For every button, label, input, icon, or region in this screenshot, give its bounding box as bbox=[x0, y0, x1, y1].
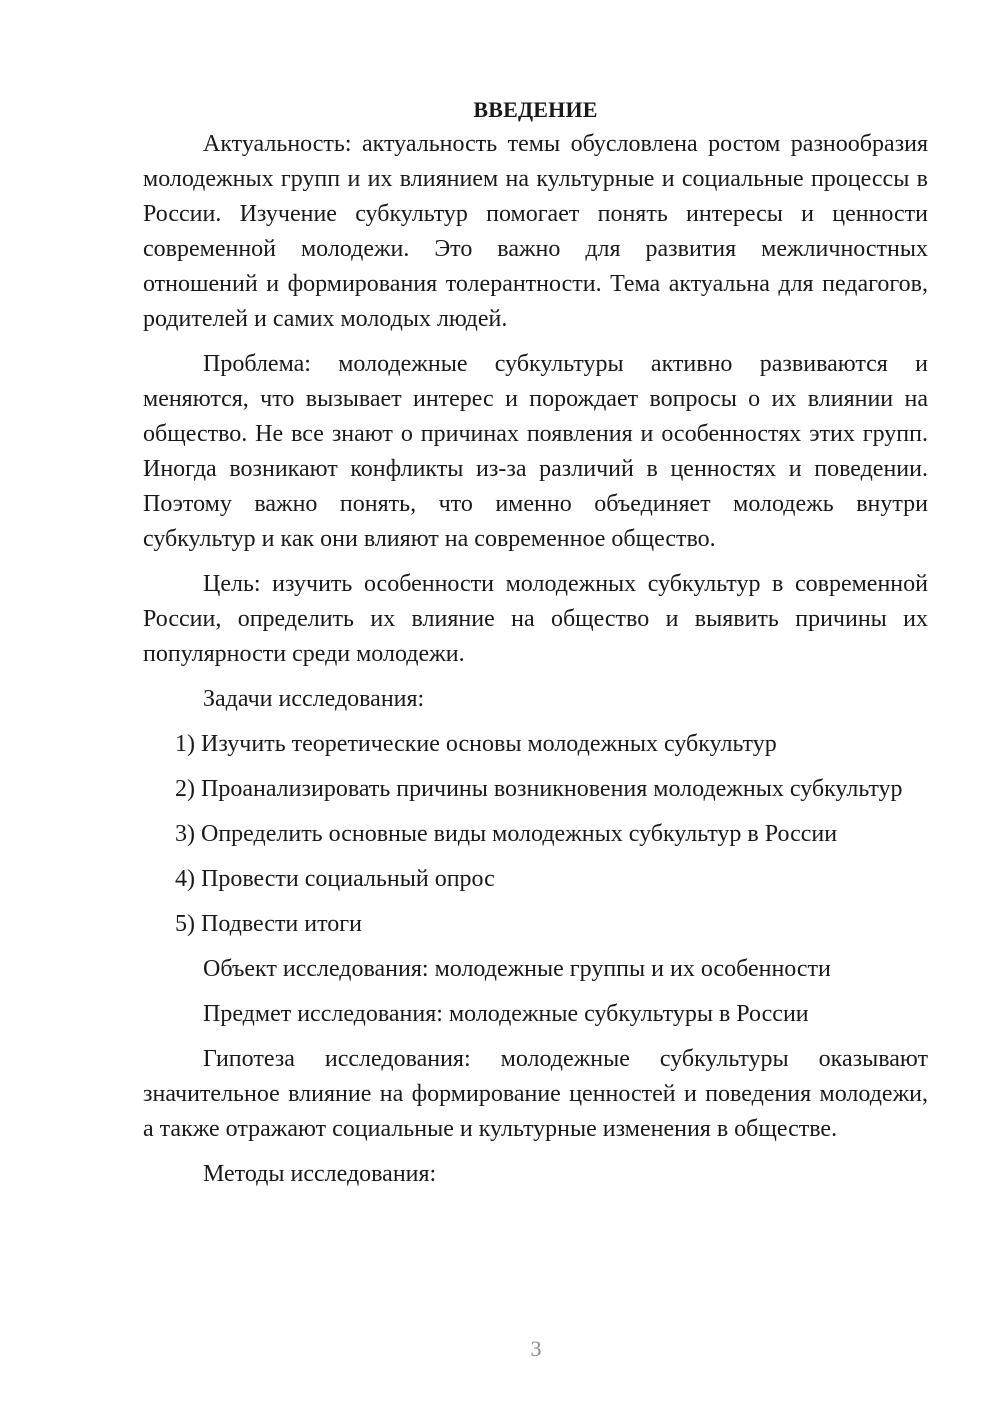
object-paragraph: Объект исследования: молодежные группы и их особенности bbox=[203, 956, 831, 982]
goal-paragraph: Цель: изучить особенности молодежных субкультур в современной России, определить их влияние на общество и выявить причины их популярности среди молодежи. bbox=[143, 571, 928, 667]
section-heading: ВВЕДЕНИЕ bbox=[473, 97, 598, 122]
task-item-2: 2) Проанализировать причины возникновения молодежных субкультур bbox=[175, 776, 903, 802]
task-item-4: 4) Провести социальный опрос bbox=[175, 866, 495, 892]
relevance-paragraph: Актуальность: актуальность темы обусловлена ростом разнообразия молодежных групп и их влиянием на культурные и социальные процессы в России. Изучение субкультур помогает понять интересы и ценности современной молодежи. Это важно для развития межличностных отношений и формирования толерантности. Тема актуальна для педагогов, родителей и самих молодых людей. bbox=[143, 131, 928, 332]
hypothesis-paragraph: Гипотеза исследования: молодежные субкультуры оказывают значительное влияние на формирование ценностей и поведения молодежи, а также отражают социальные и культурные изменения в обществе. bbox=[143, 1046, 928, 1142]
methods-title: Методы исследования: bbox=[203, 1161, 437, 1187]
problem-paragraph: Проблема: молодежные субкультуры активно развиваются и меняются, что вызывает интерес и порождает вопросы о их влиянии на общество. Не все знают о причинах появления и особенностях этих групп. Иногда возникают конфликты из-за различий в ценностях и поведении. Поэтому важно понять, что именно объединяет молодежь внутри субкультур и как они влияют на современное общество. bbox=[143, 351, 928, 552]
task-item-5: 5) Подвести итоги bbox=[175, 911, 362, 937]
task-item-3: 3) Определить основные виды молодежных субкультур в России bbox=[175, 821, 838, 847]
tasks-title: Задачи исследования: bbox=[203, 686, 425, 712]
task-item-1: 1) Изучить теоретические основы молодежных субкультур bbox=[175, 731, 777, 757]
page-number: 3 bbox=[530, 1336, 542, 1361]
page-body bbox=[143, 92, 928, 1202]
subject-paragraph: Предмет исследования: молодежные субкультуры в России bbox=[203, 1001, 809, 1027]
